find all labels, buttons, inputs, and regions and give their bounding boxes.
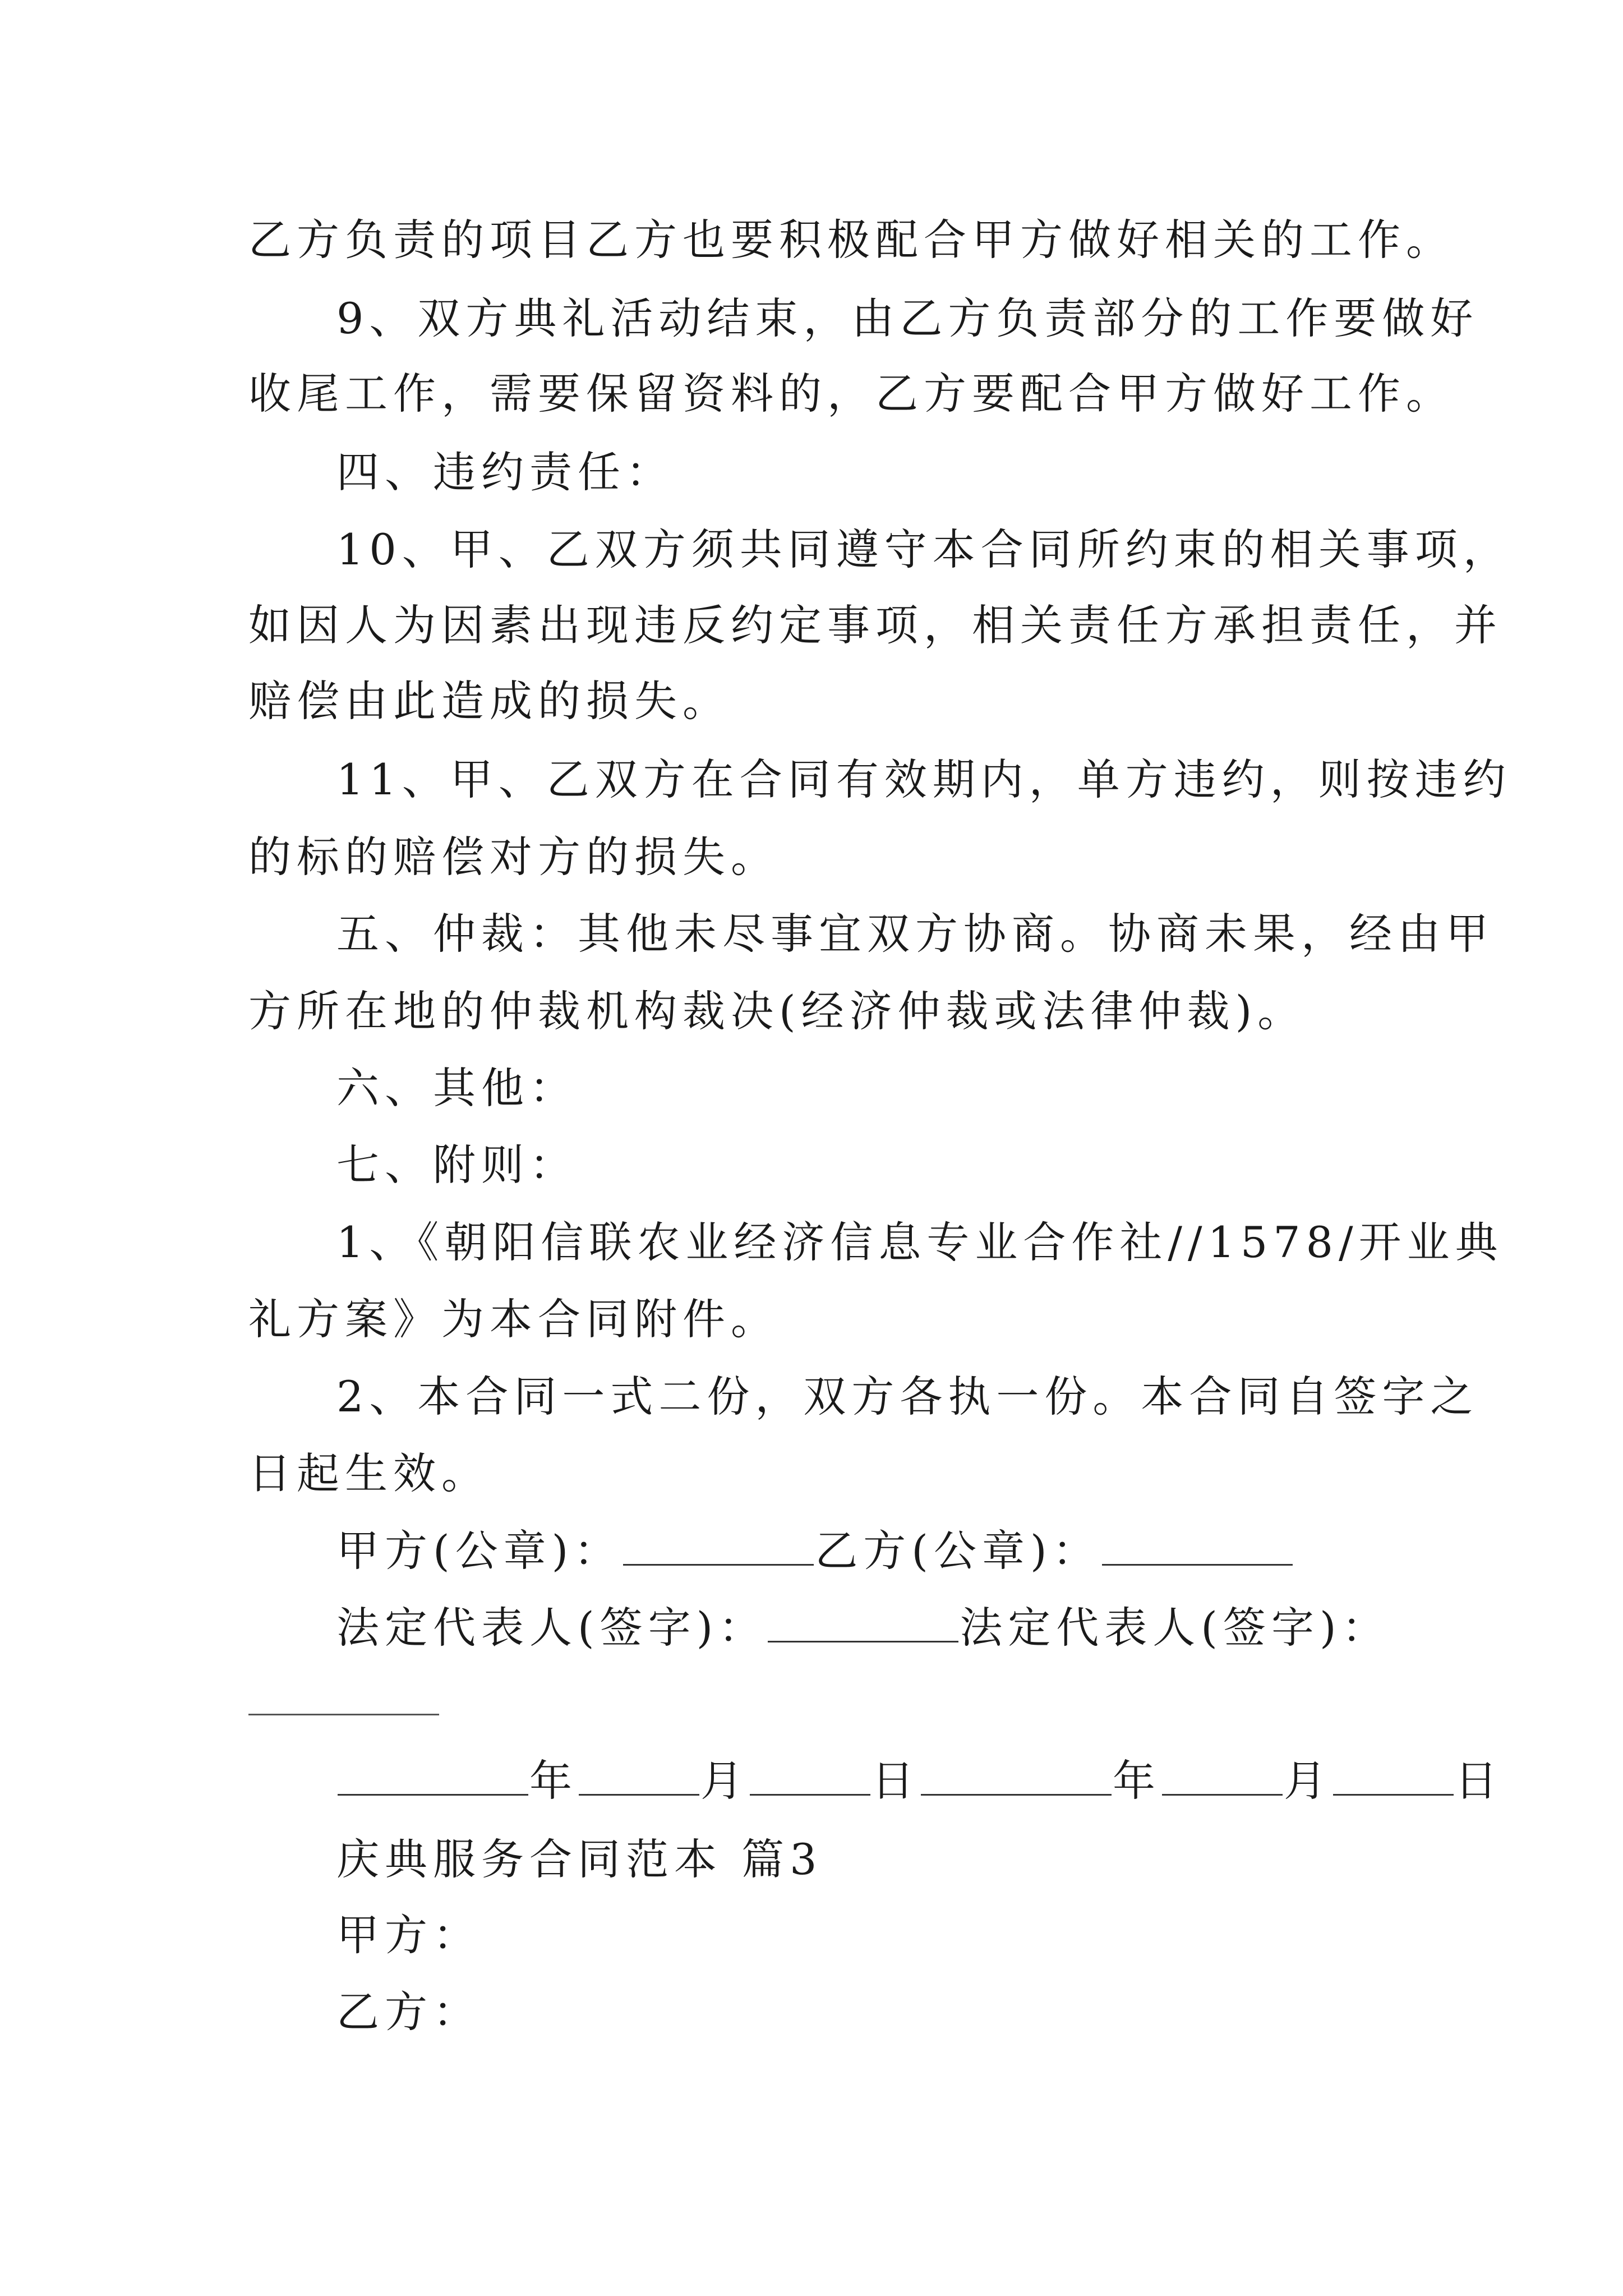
- paragraph-line: 赔偿由此造成的损失。: [248, 676, 731, 726]
- paragraph-line: 的标的赔偿对方的损失。: [248, 832, 779, 882]
- seal-line: [336, 1523, 1294, 1579]
- appendix-clause-1: 1、《朝阳信联农业经济信息专业合作社//1578/开业典: [336, 1217, 1504, 1267]
- day-b-label: 日: [1455, 1756, 1503, 1806]
- representative-line: [336, 1600, 1390, 1656]
- day-b-blank: [1333, 1755, 1454, 1796]
- rep-b-label: 法定代表人(签字)：: [960, 1603, 1390, 1653]
- rep-a-label: 法定代表人(签字)：: [336, 1603, 767, 1653]
- section-heading-other: 六、其他：: [336, 1063, 578, 1113]
- party-b-seal-label: 乙方(公章)：: [815, 1526, 1101, 1576]
- paragraph-line: 方所在地的仲裁机构裁决(经济仲裁或法律仲裁)。: [248, 986, 1306, 1036]
- section-title: 庆典服务合同范本 篇3: [336, 1834, 823, 1884]
- clause-9: 9、双方典礼活动结束，由乙方负责部分的工作要做好: [336, 293, 1479, 343]
- party-b-seal-blank: [1102, 1525, 1293, 1566]
- clause-10: 10、甲、乙双方须共同遵守本合同所约束的相关事项，: [336, 524, 1511, 574]
- month-b-blank: [1162, 1755, 1283, 1796]
- paragraph-line: 收尾工作，需要保留资料的，乙方要配合甲方做好工作。: [248, 369, 1454, 418]
- month-b-label: 月: [1284, 1756, 1332, 1806]
- day-a-label: 日: [872, 1756, 920, 1806]
- clause-11: 11、甲、乙双方在合同有效期内，单方违约，则按违约: [336, 754, 1511, 804]
- party-a-seal-blank: [623, 1525, 814, 1566]
- year-b-label: 年: [1113, 1756, 1161, 1806]
- day-a-blank: [750, 1755, 870, 1796]
- paragraph-line: 礼方案》为本合同附件。: [248, 1294, 779, 1344]
- appendix-clause-2: 2、本合同一式二份，双方各执一份。本合同自签字之: [336, 1372, 1479, 1421]
- rep-b-blank: [248, 1714, 439, 1715]
- year-b-blank: [921, 1755, 1112, 1796]
- party-a-seal-label: 甲方(公章)：: [336, 1526, 623, 1576]
- paragraph-line: 日起生效。: [248, 1448, 490, 1498]
- date-line: [336, 1753, 1503, 1809]
- month-a-label: 月: [700, 1756, 749, 1806]
- rep-a-blank: [768, 1602, 958, 1642]
- party-a-label: 甲方：: [336, 1910, 481, 1960]
- section-heading-appendix: 七、附则：: [336, 1140, 578, 1190]
- section-heading-arbitration: 五、仲裁：其他未尽事宜双方协商。协商未果，经由甲: [336, 909, 1494, 959]
- month-a-blank: [579, 1755, 699, 1796]
- paragraph-line: 乙方负责的项目乙方也要积极配合甲方做好相关的工作。: [248, 215, 1454, 265]
- year-a-label: 年: [529, 1756, 578, 1806]
- year-a-blank: [338, 1755, 528, 1796]
- paragraph-line: 如因人为因素出现违反约定事项，相关责任方承担责任，并: [248, 600, 1502, 650]
- section-heading-liability: 四、违约责任：: [336, 447, 674, 497]
- party-b-label: 乙方：: [336, 1987, 481, 2037]
